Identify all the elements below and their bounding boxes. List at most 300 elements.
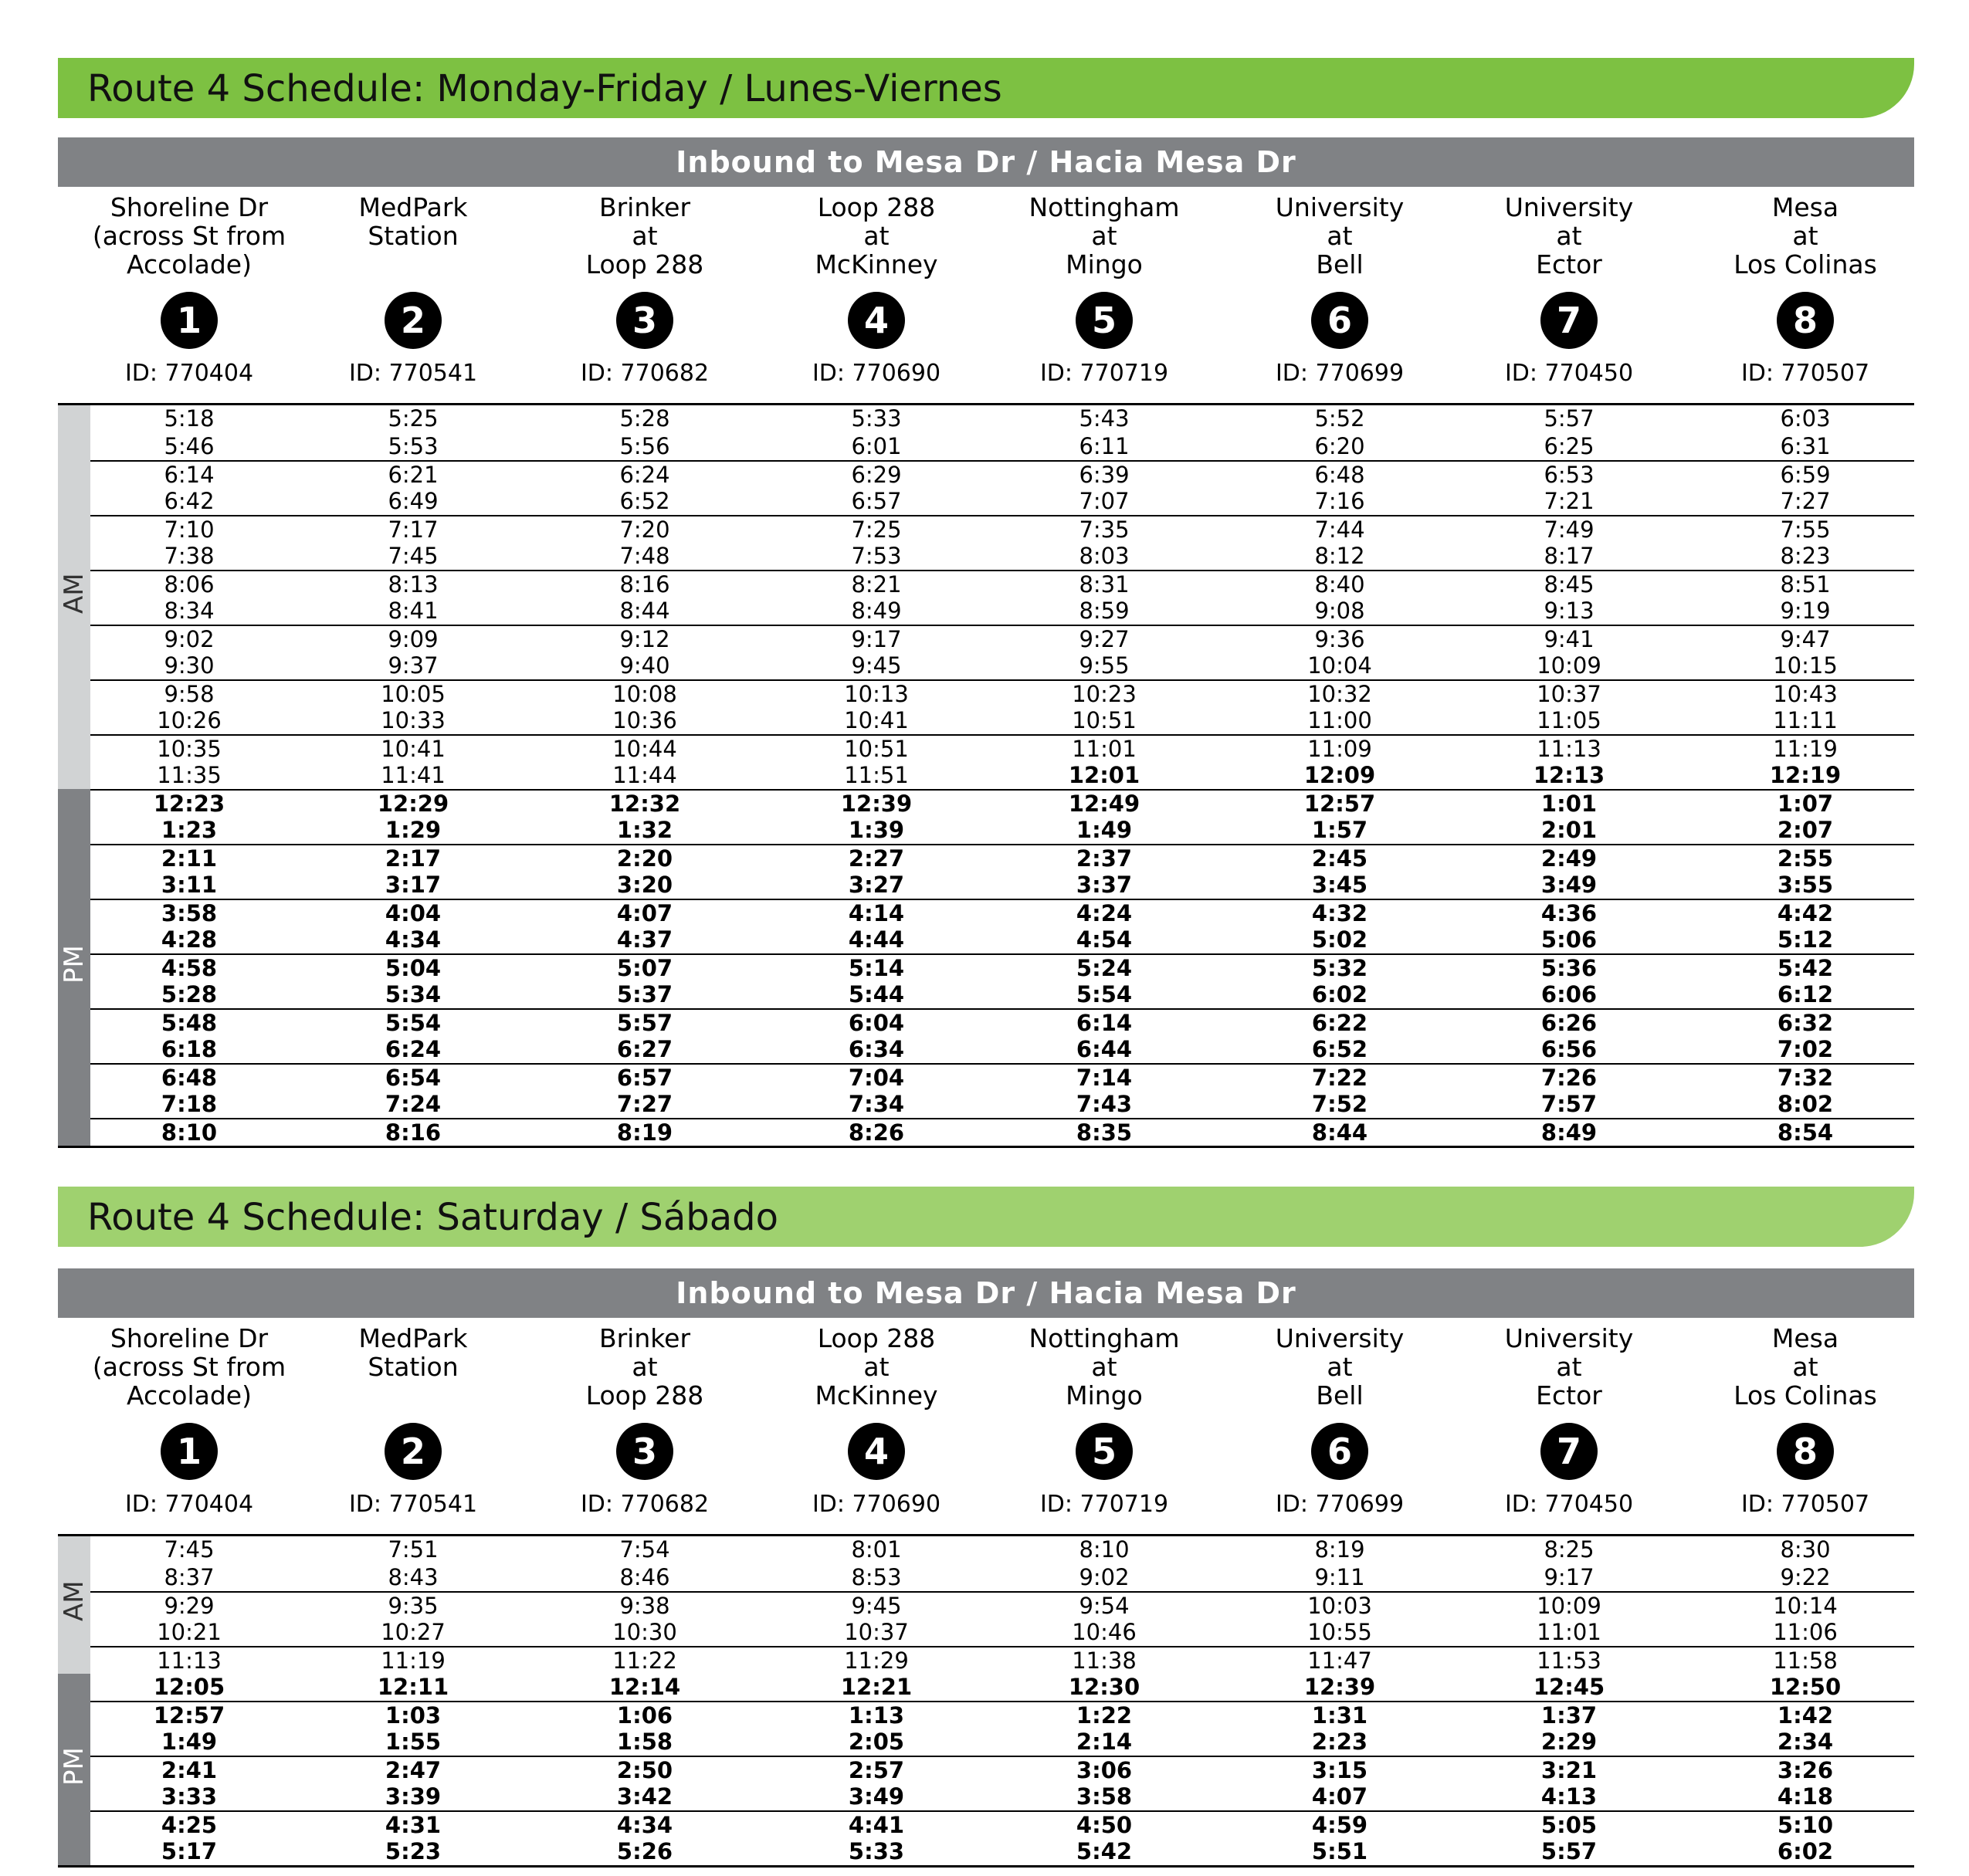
time-cell: 10:51 (1072, 706, 1137, 733)
stop-number-badge: 6 (1311, 1423, 1368, 1480)
time-cell: 2:37 (1076, 845, 1133, 872)
time-cell: 10:05 (381, 681, 446, 707)
weekday-schedule-table (58, 137, 1914, 1148)
time-cell: 9:22 (1780, 1563, 1831, 1590)
time-cell: 3:33 (161, 1783, 218, 1810)
table-row (90, 1008, 1914, 1038)
time-cell: 7:14 (1076, 1065, 1133, 1091)
table-row (90, 1646, 1914, 1675)
time-cell: 6:48 (1314, 462, 1365, 488)
time-cell: 7:27 (616, 1090, 673, 1117)
time-cell: 4:34 (385, 926, 442, 953)
time-cell: 9:58 (164, 681, 215, 707)
table-row (90, 844, 1914, 873)
time-cell: 1:39 (848, 816, 905, 843)
time-cell: 7:16 (1314, 487, 1365, 514)
time-cell: 5:23 (385, 1837, 442, 1864)
time-cell: 5:54 (385, 1010, 442, 1036)
time-cell: 5:51 (1311, 1837, 1368, 1864)
time-cell: 11:06 (1773, 1618, 1838, 1645)
time-cell: 8:25 (1544, 1536, 1595, 1563)
time-cell: 4:44 (848, 926, 905, 953)
time-cell: 5:36 (1540, 955, 1598, 981)
time-cell: 7:26 (1540, 1065, 1598, 1091)
stop-number-badge: 8 (1777, 292, 1834, 349)
time-cell: 10:41 (381, 736, 446, 762)
time-cell: 10:04 (1307, 652, 1372, 679)
time-cell: 11:01 (1072, 736, 1137, 762)
time-cell: 8:16 (385, 1119, 442, 1146)
time-cell: 3:26 (1777, 1757, 1834, 1783)
stop-3 (529, 187, 761, 388)
stop-number-badge: 3 (616, 292, 673, 349)
time-cell: 7:57 (1540, 1090, 1598, 1117)
time-cell: 9:40 (619, 652, 670, 679)
time-cell: 6:32 (1777, 1010, 1834, 1036)
time-cell: 8:16 (619, 571, 670, 598)
time-cell: 8:30 (1780, 1536, 1831, 1563)
time-cell: 11:35 (157, 761, 222, 788)
stop-number-badge: 1 (161, 1423, 218, 1480)
time-cell: 4:54 (1076, 926, 1133, 953)
time-cell: 6:52 (619, 487, 670, 514)
time-cell: 9:37 (388, 652, 439, 679)
time-cell: 11:53 (1537, 1647, 1601, 1674)
stop-4 (761, 1318, 992, 1519)
time-cell: 2:23 (1311, 1728, 1368, 1755)
time-cell: 1:49 (1076, 816, 1133, 843)
time-cell: 5:33 (851, 405, 902, 432)
time-cell: 9:35 (388, 1593, 439, 1619)
time-cell: 8:19 (1314, 1536, 1365, 1563)
stop-id: ID: 770404 (124, 1491, 254, 1518)
stop-number-badge: 1 (161, 292, 218, 349)
stop-number-badge: 7 (1540, 292, 1598, 349)
time-cell: 8:02 (1777, 1090, 1834, 1117)
time-cell: 8:19 (616, 1119, 673, 1146)
time-cell: 5:18 (164, 405, 215, 432)
time-cell: 8:46 (619, 1563, 670, 1590)
stop-5 (988, 1318, 1220, 1519)
time-cell: 8:10 (161, 1119, 218, 1146)
table-row (90, 899, 1914, 928)
time-cell: 8:31 (1079, 571, 1130, 598)
stop-id: ID: 770682 (580, 1491, 710, 1518)
time-cell: 5:07 (616, 955, 673, 981)
time-cell: 1:23 (161, 816, 218, 843)
direction-band: Inbound to Mesa Dr / Hacia Mesa Dr (58, 1268, 1914, 1318)
time-cell: 4:50 (1076, 1812, 1133, 1838)
time-cell: 6:26 (1540, 1010, 1598, 1036)
time-cell: 8:45 (1544, 571, 1595, 598)
time-cell: 5:46 (164, 432, 215, 459)
time-cell: 8:54 (1777, 1119, 1834, 1146)
time-cell: 6:04 (848, 1010, 905, 1036)
time-cell: 4:31 (385, 1812, 442, 1838)
time-cell: 3:49 (1540, 871, 1598, 898)
table-row (90, 1674, 1914, 1702)
time-cell: 6:39 (1079, 462, 1130, 488)
time-cell: 1:13 (848, 1702, 905, 1729)
time-cell: 8:10 (1079, 1536, 1130, 1563)
stop-5 (988, 187, 1220, 388)
time-cell: 10:41 (844, 706, 909, 733)
table-row (90, 1036, 1914, 1064)
time-cell: 10:44 (612, 736, 677, 762)
time-cell: 9:41 (1544, 626, 1595, 652)
time-cell: 5:53 (388, 432, 439, 459)
time-cell: 7:52 (1311, 1090, 1368, 1117)
time-cell: 2:55 (1777, 845, 1834, 872)
time-cell: 5:42 (1076, 1837, 1133, 1864)
table-row (90, 1591, 1914, 1620)
stop-id: ID: 770507 (1740, 360, 1870, 387)
time-cell: 10:09 (1537, 652, 1601, 679)
stop-name: Loop 288 at McKinney (815, 1323, 938, 1410)
time-cell: 2:49 (1540, 845, 1598, 872)
time-cell: 3:49 (848, 1783, 905, 1810)
stop-number-badge: 3 (616, 1423, 673, 1480)
table-row (90, 1063, 1914, 1092)
table-row (90, 1564, 1914, 1592)
time-cell: 7:18 (161, 1090, 218, 1117)
stop-name: MedPark Station (358, 1323, 468, 1382)
time-cell: 4:28 (161, 926, 218, 953)
stop-name: Brinker at Loop 288 (585, 192, 704, 279)
time-cell: 11:58 (1773, 1647, 1838, 1674)
time-cell: 12:01 (1068, 761, 1140, 788)
time-cell: 8:51 (1780, 571, 1831, 598)
stop-id: ID: 770719 (1039, 360, 1169, 387)
time-cell: 8:13 (388, 571, 439, 598)
time-cell: 9:02 (1079, 1563, 1130, 1590)
time-cell: 8:35 (1076, 1119, 1133, 1146)
direction-band: Inbound to Mesa Dr / Hacia Mesa Dr (58, 137, 1914, 187)
time-cell: 5:17 (161, 1837, 218, 1864)
table-row (90, 1118, 1914, 1147)
time-cell: 12:21 (840, 1673, 913, 1700)
time-cell: 7:25 (851, 516, 902, 543)
time-cell: 6:11 (1079, 432, 1130, 459)
stop-name: University at Bell (1275, 192, 1405, 279)
time-cell: 5:43 (1079, 405, 1130, 432)
time-cell: 9:54 (1079, 1593, 1130, 1619)
stop-name: University at Bell (1275, 1323, 1405, 1410)
time-cell: 2:29 (1540, 1728, 1598, 1755)
time-cell: 4:36 (1540, 900, 1598, 926)
time-cell: 2:50 (616, 1757, 673, 1783)
time-cell: 7:45 (388, 542, 439, 569)
time-cell: 8:17 (1544, 542, 1595, 569)
time-cell: 5:57 (1544, 405, 1595, 432)
time-cell: 5:56 (619, 432, 670, 459)
time-cell: 8:41 (388, 597, 439, 624)
time-cell: 5:26 (616, 1837, 673, 1864)
time-cell: 6:31 (1780, 432, 1831, 459)
time-cell: 7:04 (848, 1065, 905, 1091)
time-cell: 12:09 (1303, 761, 1376, 788)
time-cell: 11:00 (1307, 706, 1372, 733)
stop-name: Loop 288 at McKinney (815, 192, 938, 279)
time-cell: 5:02 (1311, 926, 1368, 953)
table-row (90, 1536, 1914, 1564)
period-label: PM (59, 944, 90, 984)
time-cell: 6:53 (1544, 462, 1595, 488)
time-cell: 4:58 (161, 955, 218, 981)
saturday-schedule-table (58, 1268, 1914, 1868)
time-cell: 4:34 (616, 1812, 673, 1838)
time-cell: 7:22 (1311, 1065, 1368, 1091)
time-cell: 9:13 (1544, 597, 1595, 624)
time-cell: 2:01 (1540, 816, 1598, 843)
time-cell: 9:55 (1079, 652, 1130, 679)
period-label: AM (59, 1580, 90, 1621)
time-cell: 10:14 (1773, 1593, 1838, 1619)
table-row (90, 679, 1914, 709)
table-row (90, 1091, 1914, 1119)
table-row (90, 762, 1914, 790)
time-cell: 6:56 (1540, 1035, 1598, 1062)
time-cell: 9:02 (164, 626, 215, 652)
time-cell: 3:20 (616, 871, 673, 898)
time-cell: 9:30 (164, 652, 215, 679)
time-cell: 11:38 (1072, 1647, 1137, 1674)
time-cell: 6:14 (164, 462, 215, 488)
period-label: AM (59, 572, 90, 614)
stop-name: Mesa at Los Colinas (1733, 192, 1877, 279)
time-cell: 11:19 (381, 1647, 446, 1674)
time-cell: 6:34 (848, 1035, 905, 1062)
time-cell: 6:18 (161, 1035, 218, 1062)
time-cell: 7:17 (388, 516, 439, 543)
timetable-grid (58, 403, 1914, 1148)
stop-4 (761, 187, 992, 388)
time-cell: 10:21 (157, 1618, 222, 1645)
time-cell: 10:43 (1773, 681, 1838, 707)
time-cell: 2:41 (161, 1757, 218, 1783)
time-cell: 5:24 (1076, 955, 1133, 981)
stop-1 (73, 1318, 305, 1519)
time-cell: 8:49 (1540, 1119, 1598, 1146)
time-cell: 12:57 (1303, 791, 1376, 817)
time-cell: 10:08 (612, 681, 677, 707)
time-cell: 4:04 (385, 900, 442, 926)
saturday-schedule-title: Route 4 Schedule: Saturday / Sábado (58, 1187, 1914, 1247)
time-cell: 5:33 (848, 1837, 905, 1864)
time-cell: 11:41 (381, 761, 446, 788)
stop-name: Nottingham at Mingo (1029, 192, 1180, 279)
time-cell: 9:45 (851, 652, 902, 679)
time-cell: 8:43 (388, 1563, 439, 1590)
stop-number-badge: 5 (1076, 292, 1133, 349)
time-cell: 3:17 (385, 871, 442, 898)
time-cell: 9:19 (1780, 597, 1831, 624)
time-cell: 1:01 (1540, 791, 1598, 817)
stop-number-badge: 4 (848, 292, 905, 349)
time-cell: 3:42 (616, 1783, 673, 1810)
stop-name: University at Ector (1504, 192, 1634, 279)
stop-id: ID: 770690 (812, 1491, 941, 1518)
time-cell: 2:07 (1777, 816, 1834, 843)
time-cell: 5:28 (161, 980, 218, 1007)
time-cell: 8:06 (164, 571, 215, 598)
time-cell: 10:09 (1537, 1593, 1601, 1619)
table-row (90, 926, 1914, 954)
time-cell: 10:32 (1307, 681, 1372, 707)
time-cell: 10:15 (1773, 652, 1838, 679)
time-cell: 5:04 (385, 955, 442, 981)
stop-name: Nottingham at Mingo (1029, 1323, 1180, 1410)
time-cell: 2:34 (1777, 1728, 1834, 1755)
time-cell: 10:35 (157, 736, 222, 762)
time-cell: 1:42 (1777, 1702, 1834, 1729)
stop-name: MedPark Station (358, 192, 468, 251)
time-cell: 8:49 (851, 597, 902, 624)
table-row (90, 625, 1914, 654)
stops-header (58, 1318, 1914, 1534)
time-cell: 10:26 (157, 706, 222, 733)
time-cell: 6:06 (1540, 980, 1598, 1007)
time-cell: 1:57 (1311, 816, 1368, 843)
table-row (90, 789, 1914, 818)
table-row (90, 433, 1914, 461)
time-cell: 11:29 (844, 1647, 909, 1674)
table-row (90, 1756, 1914, 1785)
time-cell: 8:40 (1314, 571, 1365, 598)
time-cell: 12:39 (1303, 1673, 1376, 1700)
time-cell: 7:54 (619, 1536, 670, 1563)
time-cell: 4:24 (1076, 900, 1133, 926)
table-row (90, 872, 1914, 899)
time-cell: 12:49 (1068, 791, 1140, 817)
stop-id: ID: 770541 (348, 360, 478, 387)
time-cell: 11:22 (612, 1647, 677, 1674)
time-cell: 7:07 (1079, 487, 1130, 514)
time-cell: 7:34 (848, 1090, 905, 1117)
time-cell: 5:14 (848, 955, 905, 981)
time-cell: 2:14 (1076, 1728, 1133, 1755)
time-cell: 11:11 (1773, 706, 1838, 733)
time-cell: 12:57 (153, 1702, 225, 1729)
time-cell: 5:54 (1076, 980, 1133, 1007)
time-cell: 7:21 (1544, 487, 1595, 514)
time-cell: 3:45 (1311, 871, 1368, 898)
time-cell: 4:32 (1311, 900, 1368, 926)
time-cell: 5:28 (619, 405, 670, 432)
time-cell: 2:57 (848, 1757, 905, 1783)
time-cell: 2:05 (848, 1728, 905, 1755)
stop-1 (73, 187, 305, 388)
time-cell: 10:37 (1537, 681, 1601, 707)
time-cell: 6:24 (619, 462, 670, 488)
time-cell: 8:34 (164, 597, 215, 624)
time-cell: 10:36 (612, 706, 677, 733)
time-cell: 7:53 (851, 542, 902, 569)
time-cell: 11:13 (157, 1647, 222, 1674)
stop-id: ID: 770699 (1275, 360, 1405, 387)
time-cell: 3:27 (848, 871, 905, 898)
time-cell: 1:32 (616, 816, 673, 843)
time-cell: 1:03 (385, 1702, 442, 1729)
time-cell: 10:23 (1072, 681, 1137, 707)
time-cell: 9:38 (619, 1593, 670, 1619)
stop-2 (297, 1318, 529, 1519)
time-cell: 9:08 (1314, 597, 1365, 624)
time-cell: 10:33 (381, 706, 446, 733)
time-cell: 7:51 (388, 1536, 439, 1563)
time-cell: 6:57 (616, 1065, 673, 1091)
time-cell: 11:51 (844, 761, 909, 788)
time-cell: 7:02 (1777, 1035, 1834, 1062)
period-label: PM (59, 1746, 90, 1786)
time-cell: 3:58 (1076, 1783, 1133, 1810)
time-cell: 5:57 (1540, 1837, 1598, 1864)
stop-name: Shoreline Dr (across St from Accolade) (92, 1323, 286, 1410)
time-cell: 12:05 (153, 1673, 225, 1700)
time-cell: 12:32 (608, 791, 681, 817)
time-cell: 5:52 (1314, 405, 1365, 432)
time-cell: 3:37 (1076, 871, 1133, 898)
time-cell: 11:05 (1537, 706, 1601, 733)
time-cell: 12:39 (840, 791, 913, 817)
time-cell: 5:34 (385, 980, 442, 1007)
time-cell: 6:44 (1076, 1035, 1133, 1062)
time-cell: 4:14 (848, 900, 905, 926)
time-cell: 9:29 (164, 1593, 215, 1619)
time-cell: 5:44 (848, 980, 905, 1007)
stop-id: ID: 770690 (812, 360, 941, 387)
time-cell: 3:55 (1777, 871, 1834, 898)
time-cell: 6:59 (1780, 462, 1831, 488)
time-cell: 9:17 (851, 626, 902, 652)
time-cell: 4:07 (1311, 1783, 1368, 1810)
time-cell: 10:30 (612, 1618, 677, 1645)
stop-number-badge: 4 (848, 1423, 905, 1480)
time-cell: 6:52 (1311, 1035, 1368, 1062)
stop-6 (1224, 187, 1456, 388)
table-row (90, 488, 1914, 516)
time-cell: 6:25 (1544, 432, 1595, 459)
time-cell: 10:27 (381, 1618, 446, 1645)
time-cell: 12:45 (1533, 1673, 1605, 1700)
table-row (90, 652, 1914, 680)
time-cell: 2:20 (616, 845, 673, 872)
time-cell: 10:13 (844, 681, 909, 707)
time-cell: 7:27 (1780, 487, 1831, 514)
time-cell: 12:19 (1769, 761, 1842, 788)
stop-number-badge: 7 (1540, 1423, 1598, 1480)
time-cell: 12:50 (1769, 1673, 1842, 1700)
stop-number-badge: 6 (1311, 292, 1368, 349)
stop-name: Shoreline Dr (across St from Accolade) (92, 192, 286, 279)
table-row (90, 1783, 1914, 1811)
time-cell: 10:55 (1307, 1618, 1372, 1645)
table-row (90, 707, 1914, 735)
stop-id: ID: 770404 (124, 360, 254, 387)
stop-name: Brinker at Loop 288 (585, 1323, 704, 1410)
stop-number-badge: 2 (385, 1423, 442, 1480)
time-cell: 10:51 (844, 736, 909, 762)
stop-8 (1689, 187, 1921, 388)
time-cell: 6:03 (1780, 405, 1831, 432)
time-cell: 6:02 (1777, 1837, 1834, 1864)
time-cell: 7:43 (1076, 1090, 1133, 1117)
table-row (90, 734, 1914, 764)
time-cell: 3:21 (1540, 1757, 1598, 1783)
time-cell: 7:55 (1780, 516, 1831, 543)
table-row (90, 981, 1914, 1009)
time-cell: 5:06 (1540, 926, 1598, 953)
